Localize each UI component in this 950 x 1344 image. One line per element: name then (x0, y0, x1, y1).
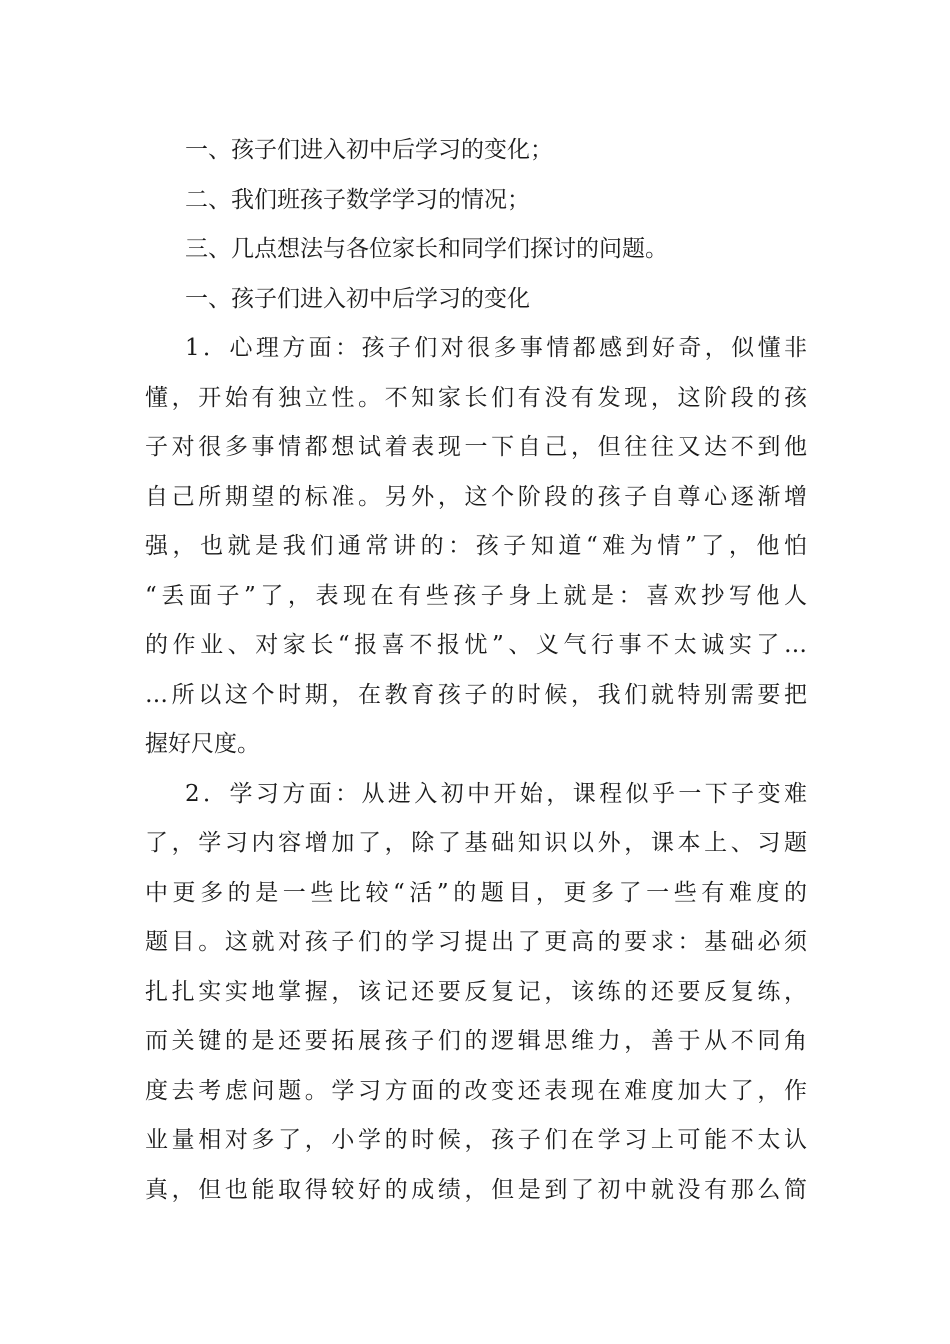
paragraph-psychology (145, 324, 807, 770)
paragraph-line: 的作业、对家长“报喜不报忧”、义气行事不太诚实了… (145, 632, 807, 658)
paragraph-line: 扎扎实实地掌握，该记还要反复记，该练的还要反复练， (145, 978, 807, 1005)
paragraph-line: 握好尺度。 (145, 731, 260, 757)
paragraph-line: …所以这个时期，在教育孩子的时候，我们就特别需要把 (145, 681, 807, 708)
paragraph-line: 子对很多事情都想试着表现一下自己，但往往又达不到他 (145, 434, 807, 460)
outline-item-1: 一、孩子们进入初中后学习的变化； (185, 137, 553, 163)
paragraph-line: 而关键的是还要拓展孩子们的逻辑思维力，善于从不同角 (145, 1028, 807, 1054)
paragraph-line: 中更多的是一些比较“活”的题目，更多了一些有难度的 (145, 879, 807, 906)
outline-item-2: 二、我们班孩子数学学习的情况； (185, 186, 530, 213)
section-heading: 一、孩子们进入初中后学习的变化 (185, 285, 530, 312)
paragraph-study (145, 770, 807, 1216)
paragraph-line: 题目。这就对孩子们的学习提出了更高的要求：基础必须 (145, 929, 807, 955)
paragraph-line: 业量相对多了，小学的时候，孩子们在学习上可能不太认 (145, 1127, 807, 1153)
paragraph-line: 度去考虑问题。学习方面的改变还表现在难度加大了，作 (145, 1077, 807, 1104)
outline-item-3: 三、几点想法与各位家长和同学们探讨的问题。 (185, 236, 668, 262)
paragraph-line: 1．心理方面：孩子们对很多事情都感到好奇，似懂非 (185, 335, 807, 361)
paragraph-line: 了，学习内容增加了，除了基础知识以外，课本上、习题 (145, 830, 807, 856)
paragraph-line: 懂，开始有独立性。不知家长们有没有发现，这阶段的孩 (145, 384, 807, 411)
paragraph-line: 真，但也能取得较好的成绩，但是到了初中就没有那么简 (145, 1176, 807, 1203)
paragraph-line: “丢面子”了，表现在有些孩子身上就是：喜欢抄写他人 (145, 582, 807, 609)
outline-list (145, 126, 807, 275)
document-body (145, 126, 807, 1215)
paragraph-line: 自己所期望的标准。另外，这个阶段的孩子自尊心逐渐增 (145, 483, 807, 510)
paragraph-line: 2．学习方面：从进入初中开始，课程似乎一下子变难 (185, 780, 807, 807)
paragraph-line: 强，也就是我们通常讲的：孩子知道“难为情”了，他怕 (145, 533, 807, 559)
